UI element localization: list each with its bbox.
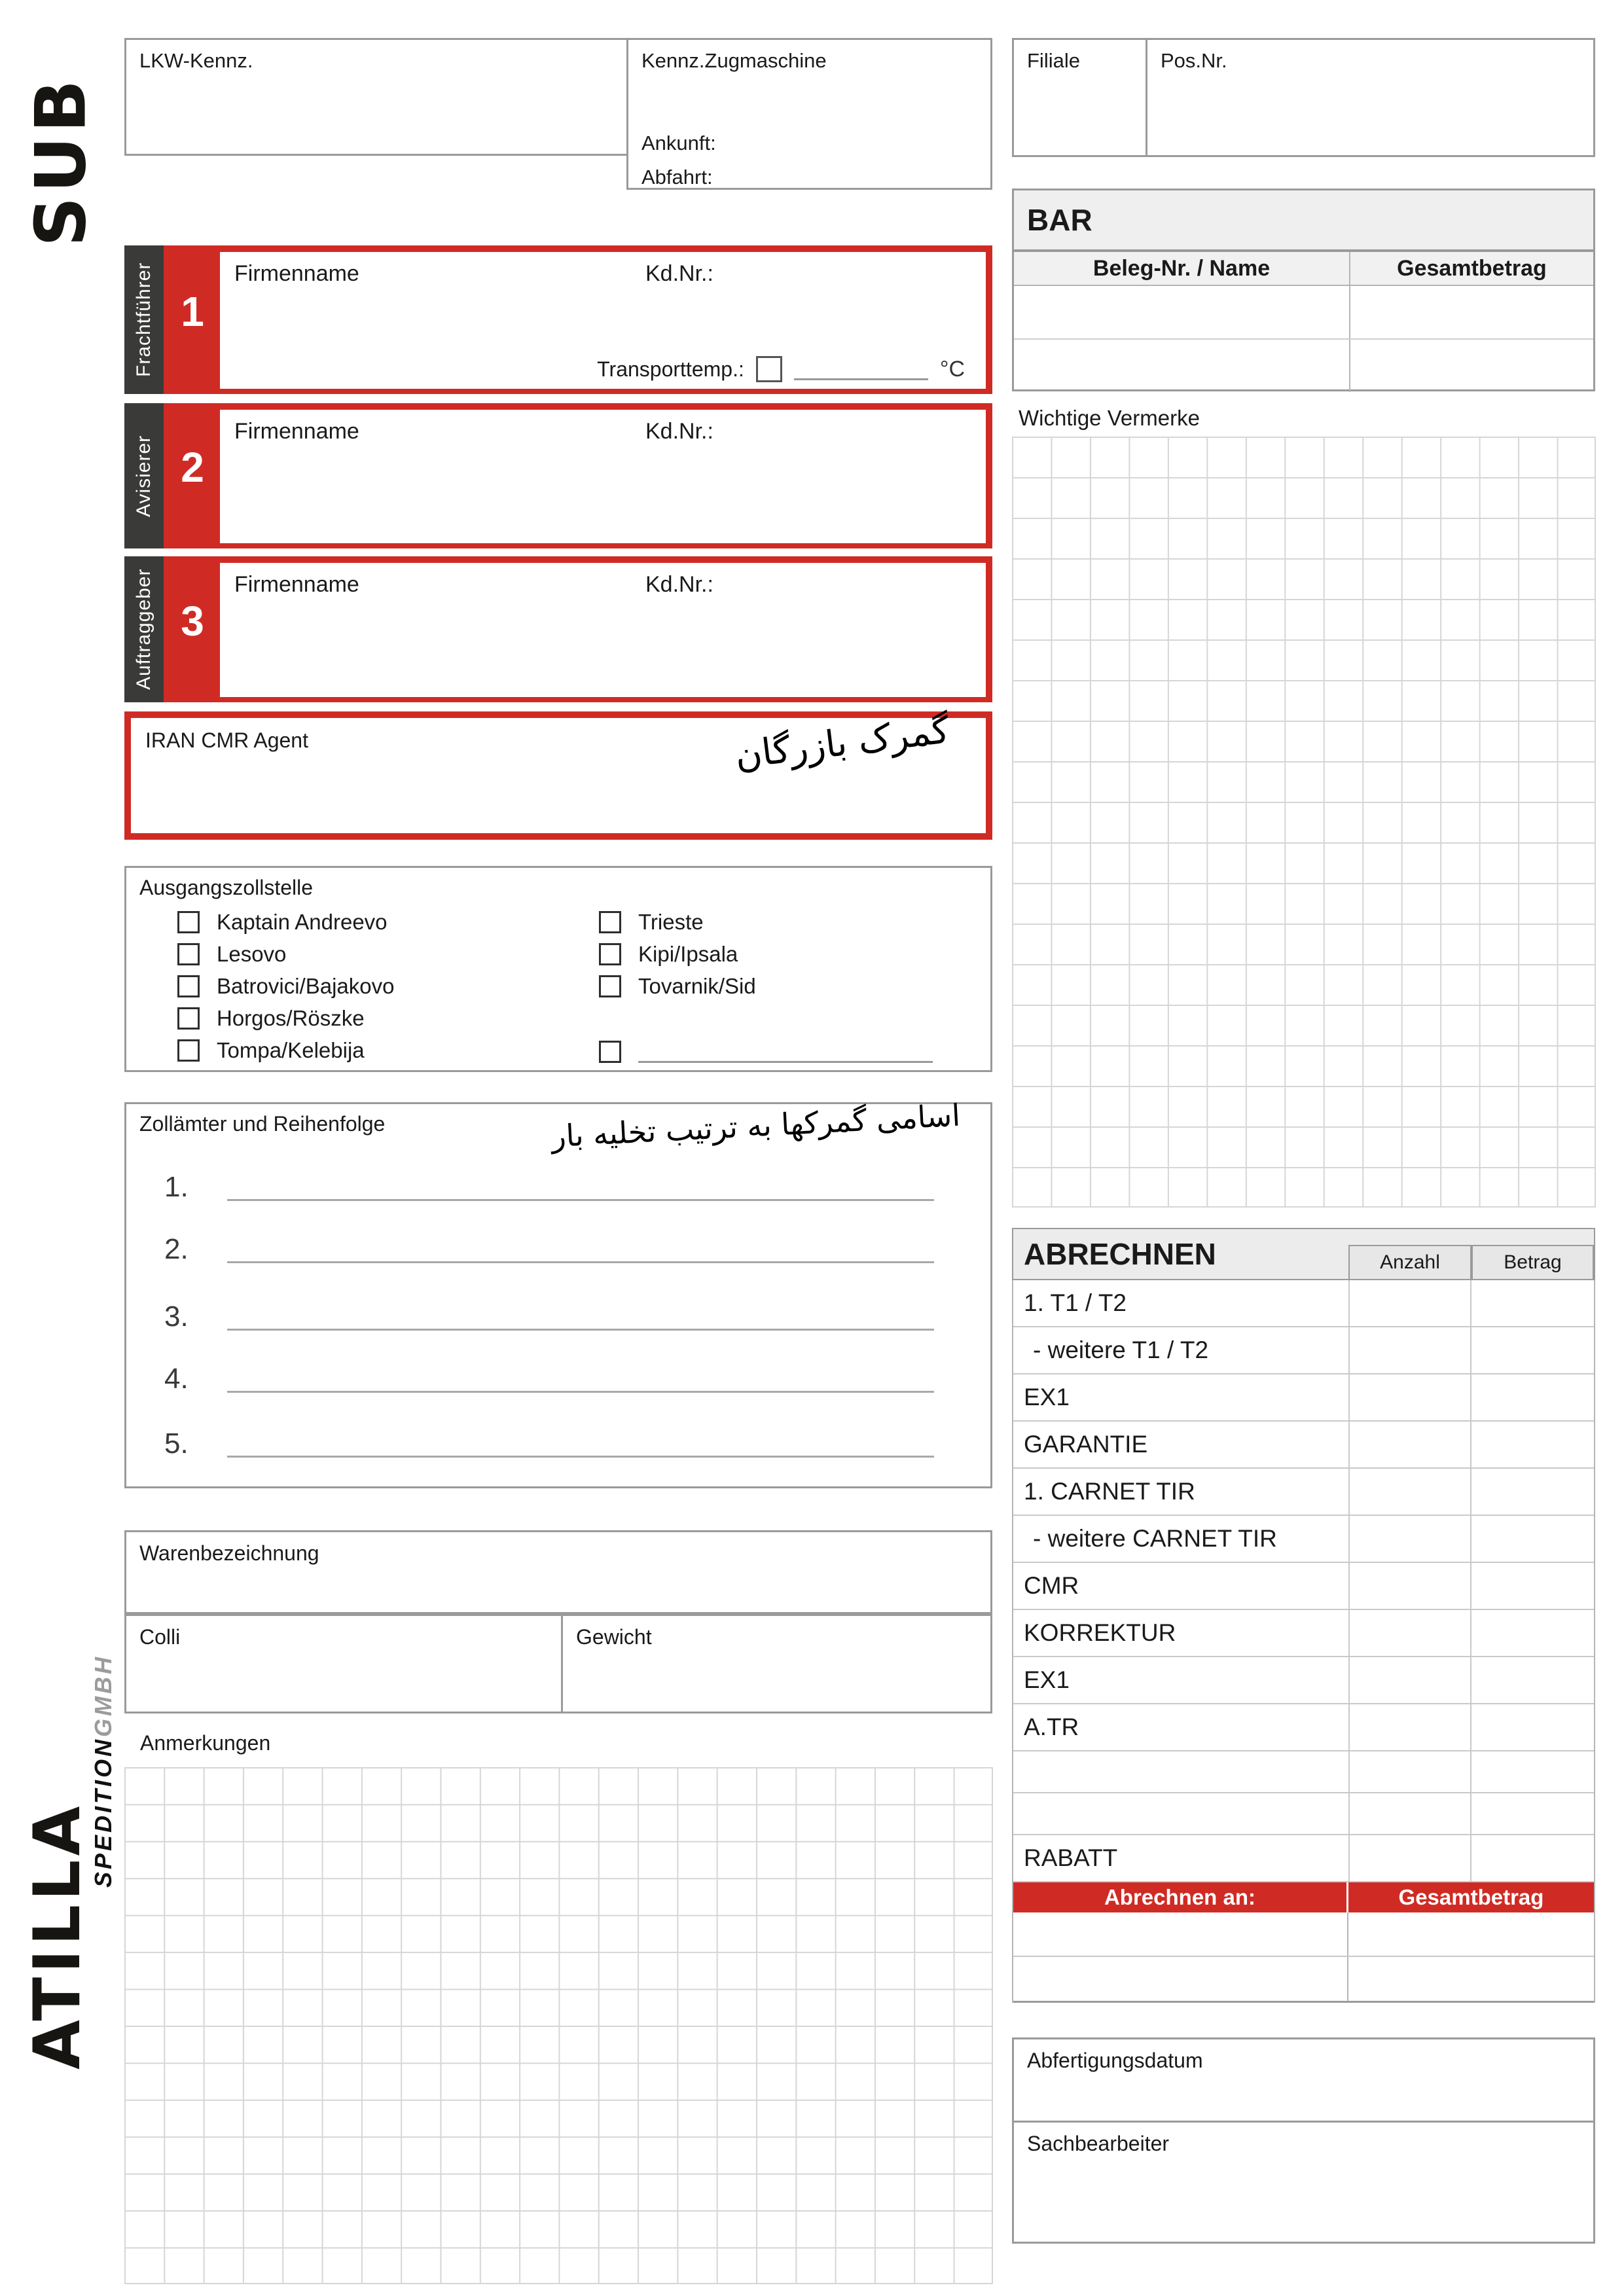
anmerkungen-grid[interactable] bbox=[124, 1767, 993, 2284]
checkbox-row bbox=[177, 906, 394, 938]
abfertigungsdatum-field[interactable] bbox=[1012, 2037, 1595, 2123]
iran-handwriting: گمرک بازرگان bbox=[732, 709, 952, 778]
anzahl-cell[interactable] bbox=[1348, 1280, 1470, 1326]
anzahl-cell[interactable] bbox=[1348, 1516, 1470, 1562]
row-label: - weitere T1 / T2 bbox=[1033, 1336, 1209, 1363]
filiale-label: Filiale bbox=[1027, 49, 1080, 72]
checkbox-row bbox=[599, 938, 933, 970]
sub-logo: SUB bbox=[20, 75, 101, 247]
row-label: CMR bbox=[1024, 1572, 1079, 1599]
ausgangszollstelle-label: Ausgangszollstelle bbox=[139, 876, 314, 899]
bar-col-gesamtbetrag: Gesamtbetrag bbox=[1349, 252, 1593, 285]
section-number-3: 3 bbox=[181, 597, 204, 645]
anzahl-cell[interactable] bbox=[1348, 1835, 1470, 1881]
betrag-cell[interactable] bbox=[1470, 1469, 1594, 1515]
betrag-cell[interactable] bbox=[1470, 1835, 1594, 1881]
bar-title: BAR bbox=[1027, 203, 1092, 237]
anzahl-column-header: Anzahl bbox=[1348, 1245, 1471, 1279]
anzahl-cell[interactable] bbox=[1348, 1657, 1470, 1703]
transporttemp-row bbox=[597, 356, 965, 382]
abrechnen-row-ex1 bbox=[1013, 1374, 1594, 1422]
abrechnen-row-empty bbox=[1013, 1751, 1594, 1793]
zollaemter-box bbox=[124, 1097, 992, 1488]
row-label: A.TR bbox=[1024, 1713, 1079, 1740]
sachbearbeiter-field[interactable] bbox=[1012, 2121, 1595, 2244]
horgos-roeszke-checkbox[interactable] bbox=[177, 1007, 200, 1030]
anmerkungen-label: Anmerkungen bbox=[140, 1731, 271, 1755]
sachbearbeiter-label: Sachbearbeiter bbox=[1027, 2132, 1170, 2155]
gewicht-field[interactable] bbox=[561, 1614, 992, 1713]
iran-cmr-agent-label: IRAN CMR Agent bbox=[145, 728, 308, 752]
zollamt-line-2 bbox=[164, 1227, 934, 1267]
betrag-cell[interactable] bbox=[1470, 1516, 1594, 1562]
kdnr-label: Kd.Nr.: bbox=[645, 419, 713, 444]
horgos-roeszke-label: Horgos/Röszke bbox=[217, 1005, 365, 1030]
atilla-logo-subtitle bbox=[86, 1611, 120, 1931]
lesovo-checkbox[interactable] bbox=[177, 943, 200, 965]
row-label: GARANTIE bbox=[1024, 1431, 1148, 1458]
anzahl-cell[interactable] bbox=[1348, 1610, 1470, 1656]
wichtige-vermerke-grid[interactable] bbox=[1012, 437, 1596, 1208]
posnr-label: Pos.Nr. bbox=[1161, 49, 1227, 72]
atilla-logo: ATILLA bbox=[20, 1802, 95, 2070]
firmenname-label: Firmenname bbox=[234, 261, 359, 286]
bar-col-beleg: Beleg-Nr. / Name bbox=[1092, 255, 1271, 281]
lkw-kennz-label: LKW-Kennz. bbox=[139, 49, 253, 72]
abrechnen-an-cell[interactable] bbox=[1013, 1957, 1348, 2001]
kaptain-andreevo-checkbox[interactable] bbox=[177, 911, 200, 933]
other-ausgang-checkbox[interactable] bbox=[599, 1041, 621, 1063]
frachtfuehrer-field[interactable] bbox=[220, 252, 986, 389]
tovarnik-sid-checkbox[interactable] bbox=[599, 975, 621, 997]
line-number: 3. bbox=[164, 1300, 189, 1333]
anzahl-cell[interactable] bbox=[1348, 1751, 1470, 1792]
checkbox-row bbox=[177, 970, 394, 1002]
abfertigungsdatum-label: Abfertigungsdatum bbox=[1027, 2049, 1203, 2072]
abrechnen-footer-row bbox=[1013, 1957, 1594, 2003]
atilla-gmbh-text: GMBH bbox=[90, 1654, 117, 1737]
abrechnen-row-weitere-t1t2 bbox=[1013, 1327, 1594, 1374]
checkbox-row bbox=[177, 1034, 394, 1066]
auftraggeber-tab: Auftraggeber bbox=[124, 556, 164, 702]
batrovici-bajakovo-label: Batrovici/Bajakovo bbox=[217, 973, 395, 998]
transporttemp-label: Transporttemp.: bbox=[597, 357, 744, 381]
ausgangszollstelle-box bbox=[124, 866, 992, 1072]
row-label: 1. CARNET TIR bbox=[1024, 1478, 1195, 1505]
betrag-cell[interactable] bbox=[1470, 1610, 1594, 1656]
abrechnen-header bbox=[1012, 1228, 1595, 1280]
bar-row bbox=[1014, 340, 1593, 392]
lkw-kennz-field[interactable] bbox=[124, 38, 626, 156]
row-label: KORREKTUR bbox=[1024, 1619, 1176, 1646]
checkbox-row bbox=[177, 1002, 394, 1034]
colli-field[interactable] bbox=[124, 1614, 563, 1713]
zugmaschine-field[interactable] bbox=[626, 38, 992, 190]
abrechnen-footer-row bbox=[1013, 1912, 1594, 1957]
betrag-cell[interactable] bbox=[1470, 1704, 1594, 1750]
betrag-cell[interactable] bbox=[1470, 1563, 1594, 1609]
abrechnen-row-carnet-tir bbox=[1013, 1469, 1594, 1516]
anzahl-cell[interactable] bbox=[1348, 1704, 1470, 1750]
checkbox-row bbox=[177, 938, 394, 970]
gesamtbetrag-cell[interactable] bbox=[1348, 1912, 1594, 1956]
transporttemp-blank[interactable] bbox=[794, 359, 928, 380]
iran-cmr-agent-field[interactable] bbox=[124, 711, 992, 840]
zollamt-blank-4[interactable] bbox=[227, 1391, 934, 1393]
line-number: 1. bbox=[164, 1171, 189, 1203]
gesamtbetrag-cell[interactable] bbox=[1348, 1957, 1594, 2001]
other-ausgang-blank[interactable] bbox=[638, 1054, 933, 1063]
zollamt-line-4 bbox=[164, 1356, 934, 1397]
warenbezeichnung-field[interactable] bbox=[124, 1530, 992, 1614]
abrechnen-row-cmr bbox=[1013, 1563, 1594, 1610]
betrag-cell[interactable] bbox=[1470, 1374, 1594, 1420]
posnr-field[interactable] bbox=[1147, 40, 1593, 155]
section-number-2: 2 bbox=[181, 444, 204, 491]
betrag-cell[interactable] bbox=[1470, 1751, 1594, 1792]
abrechnen-row-t1t2 bbox=[1013, 1280, 1594, 1327]
row-label: EX1 bbox=[1024, 1384, 1070, 1410]
firmenname-label: Firmenname bbox=[234, 419, 359, 444]
betrag-cell[interactable] bbox=[1470, 1422, 1594, 1467]
zollamt-blank-3[interactable] bbox=[227, 1329, 934, 1331]
anzahl-cell[interactable] bbox=[1348, 1374, 1470, 1420]
ausgang-left-column bbox=[177, 906, 394, 1066]
bar-header bbox=[1012, 188, 1595, 251]
abrechnen-row-atr bbox=[1013, 1704, 1594, 1751]
row-label: RABATT bbox=[1024, 1844, 1118, 1871]
abrechnen-row-korrektur bbox=[1013, 1610, 1594, 1657]
lesovo-label: Lesovo bbox=[217, 941, 287, 966]
frachtfuehrer-tab: Frachtführer bbox=[124, 245, 164, 394]
avisierer-field[interactable] bbox=[220, 410, 986, 543]
bar-row bbox=[1014, 286, 1593, 340]
anzahl-cell[interactable] bbox=[1348, 1422, 1470, 1467]
abrechnen-an-cell[interactable] bbox=[1013, 1912, 1348, 1956]
abrechnen-title: ABRECHNEN bbox=[1024, 1237, 1216, 1271]
bar-table bbox=[1012, 250, 1595, 391]
abrechnen-table bbox=[1012, 1280, 1595, 2003]
betrag-cell[interactable] bbox=[1470, 1280, 1594, 1326]
zollaemter-handwriting: اسامی گمرکها به ترتیب تخلیه بار bbox=[550, 1097, 961, 1155]
checkbox-row bbox=[599, 1031, 933, 1063]
abrechnen-an-bar bbox=[1013, 1882, 1594, 1912]
tompa-kelebija-checkbox[interactable] bbox=[177, 1039, 200, 1062]
zollamt-blank-2[interactable] bbox=[227, 1261, 934, 1263]
trieste-label: Trieste bbox=[638, 909, 704, 934]
firmenname-label: Firmenname bbox=[234, 572, 359, 597]
kaptain-andreevo-label: Kaptain Andreevo bbox=[217, 909, 388, 934]
ankunft-label: Ankunft: bbox=[641, 132, 716, 154]
betrag-cell[interactable] bbox=[1470, 1793, 1594, 1834]
tompa-kelebija-label: Tompa/Kelebija bbox=[217, 1037, 365, 1062]
bar-cell-beleg[interactable] bbox=[1014, 340, 1349, 392]
auftraggeber-field[interactable] bbox=[220, 563, 986, 697]
kipi-ipsala-checkbox[interactable] bbox=[599, 943, 621, 965]
anzahl-cell[interactable] bbox=[1348, 1793, 1470, 1834]
bar-cell-beleg[interactable] bbox=[1014, 286, 1349, 338]
kdnr-label: Kd.Nr.: bbox=[645, 261, 713, 286]
abrechnen-row-empty bbox=[1013, 1793, 1594, 1835]
zollamt-line-3 bbox=[164, 1294, 934, 1335]
line-number: 5. bbox=[164, 1427, 189, 1460]
section-number-1: 1 bbox=[181, 287, 204, 335]
row-label: 1. T1 / T2 bbox=[1024, 1289, 1127, 1316]
row-label: - weitere CARNET TIR bbox=[1033, 1525, 1277, 1552]
zollamt-blank-1[interactable] bbox=[227, 1199, 934, 1201]
bar-cell-betrag[interactable] bbox=[1349, 340, 1593, 392]
abfahrt-label: Abfahrt: bbox=[641, 166, 713, 188]
anzahl-cell[interactable] bbox=[1348, 1469, 1470, 1515]
abrechnen-row-weitere-carnet-tir bbox=[1013, 1516, 1594, 1563]
row-label bbox=[1013, 1751, 1348, 1792]
zugmaschine-label: Kennz.Zugmaschine bbox=[641, 49, 827, 72]
betrag-cell[interactable] bbox=[1470, 1327, 1594, 1373]
zollaemter-label: Zollämter und Reihenfolge bbox=[139, 1112, 386, 1136]
checkbox-row bbox=[599, 906, 933, 938]
zollamt-line-5 bbox=[164, 1421, 934, 1462]
row-label bbox=[1013, 1793, 1348, 1834]
checkbox-row bbox=[599, 970, 933, 1002]
avisierer-tab: Avisierer bbox=[124, 403, 164, 548]
bar-table-header bbox=[1014, 252, 1593, 286]
gewicht-label: Gewicht bbox=[576, 1625, 652, 1649]
kipi-ipsala-label: Kipi/Ipsala bbox=[638, 941, 738, 966]
bar-cell-betrag[interactable] bbox=[1349, 286, 1593, 338]
atilla-spedition-text: SPEDITION bbox=[90, 1736, 117, 1888]
zollamt-blank-5[interactable] bbox=[227, 1456, 934, 1458]
section-auftraggeber bbox=[124, 556, 992, 702]
abrechnen-row-rabatt bbox=[1013, 1835, 1594, 1882]
abrechnen-an-label: Abrechnen an: bbox=[1013, 1882, 1348, 1912]
ausgang-right-column bbox=[599, 906, 933, 1063]
anzahl-cell[interactable] bbox=[1348, 1327, 1470, 1373]
zollamt-line-1 bbox=[164, 1164, 934, 1205]
betrag-column-header: Betrag bbox=[1471, 1245, 1594, 1279]
anzahl-cell[interactable] bbox=[1348, 1563, 1470, 1609]
batrovici-bajakovo-checkbox[interactable] bbox=[177, 975, 200, 997]
abrechnen-row-ex1-2 bbox=[1013, 1657, 1594, 1704]
kdnr-label: Kd.Nr.: bbox=[645, 572, 713, 597]
betrag-cell[interactable] bbox=[1470, 1657, 1594, 1703]
celsius-label: °C bbox=[939, 356, 965, 382]
row-label: EX1 bbox=[1024, 1666, 1070, 1693]
line-number: 2. bbox=[164, 1233, 189, 1265]
trieste-checkbox[interactable] bbox=[599, 911, 621, 933]
warenbezeichnung-label: Warenbezeichnung bbox=[139, 1541, 319, 1565]
section-frachtfuehrer bbox=[124, 245, 992, 394]
abrechnen-row-garantie bbox=[1013, 1422, 1594, 1469]
wichtige-vermerke-label: Wichtige Vermerke bbox=[1019, 406, 1200, 430]
colli-label: Colli bbox=[139, 1625, 181, 1649]
tovarnik-sid-label: Tovarnik/Sid bbox=[638, 973, 756, 998]
section-avisierer bbox=[124, 403, 992, 548]
filiale-field[interactable] bbox=[1014, 40, 1147, 155]
gesamtbetrag-label: Gesamtbetrag bbox=[1398, 1885, 1544, 1909]
filiale-posnr-box bbox=[1012, 38, 1595, 157]
transporttemp-checkbox[interactable] bbox=[756, 356, 782, 382]
line-number: 4. bbox=[164, 1363, 189, 1395]
